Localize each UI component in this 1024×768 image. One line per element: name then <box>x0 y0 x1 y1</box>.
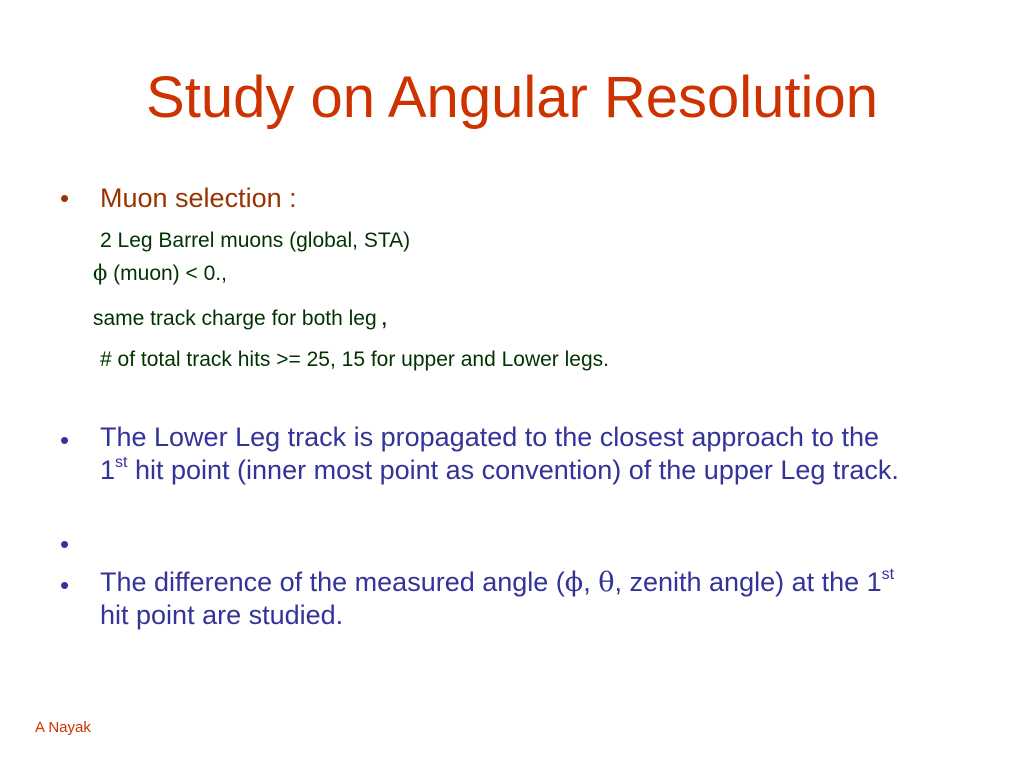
propagation-text-2: hit point (inner most point as convention) of the upper Leg track. <box>127 455 899 485</box>
criterion-phi <box>93 260 227 287</box>
propagation-text-1: The Lower Leg track is propagated to the closest approach to the 1 <box>100 422 879 485</box>
difference-text-2: , zenith angle) at the 1 <box>614 567 882 597</box>
criterion-track-hits: # of total track hits >= 25, 15 for upper and Lower legs. <box>100 348 609 371</box>
difference-text-1: The difference of the measured angle ( <box>100 567 565 597</box>
author-footer: A Nayak <box>35 719 91 736</box>
difference-superscript: st <box>881 566 895 583</box>
propagation-superscript: st <box>115 454 128 471</box>
bullet-icon: • <box>60 425 70 455</box>
muon-selection-heading: Muon selection : <box>100 183 297 213</box>
phi-symbol: ϕ <box>564 567 584 598</box>
criterion-track-charge <box>93 303 388 332</box>
bullet-icon: • <box>60 570 70 600</box>
theta-symbol: θ <box>598 567 615 598</box>
bullet-icon: • <box>60 183 70 213</box>
criterion-phi-text: (muon) < 0., <box>107 262 227 285</box>
bullet-icon: • <box>60 529 70 559</box>
phi-symbol: ϕ <box>93 261 108 285</box>
difference-text-3: hit point are studied. <box>100 600 344 630</box>
propagation-paragraph <box>100 421 900 487</box>
criterion-track-charge-comma: , <box>380 301 388 331</box>
criterion-track-charge-text: same track charge for both leg <box>93 307 377 330</box>
difference-separator: , <box>583 567 599 597</box>
criterion-barrel-muons: 2 Leg Barrel muons (global, STA) <box>100 229 411 252</box>
difference-paragraph <box>100 566 930 632</box>
slide-title: Study on Angular Resolution <box>146 65 878 130</box>
